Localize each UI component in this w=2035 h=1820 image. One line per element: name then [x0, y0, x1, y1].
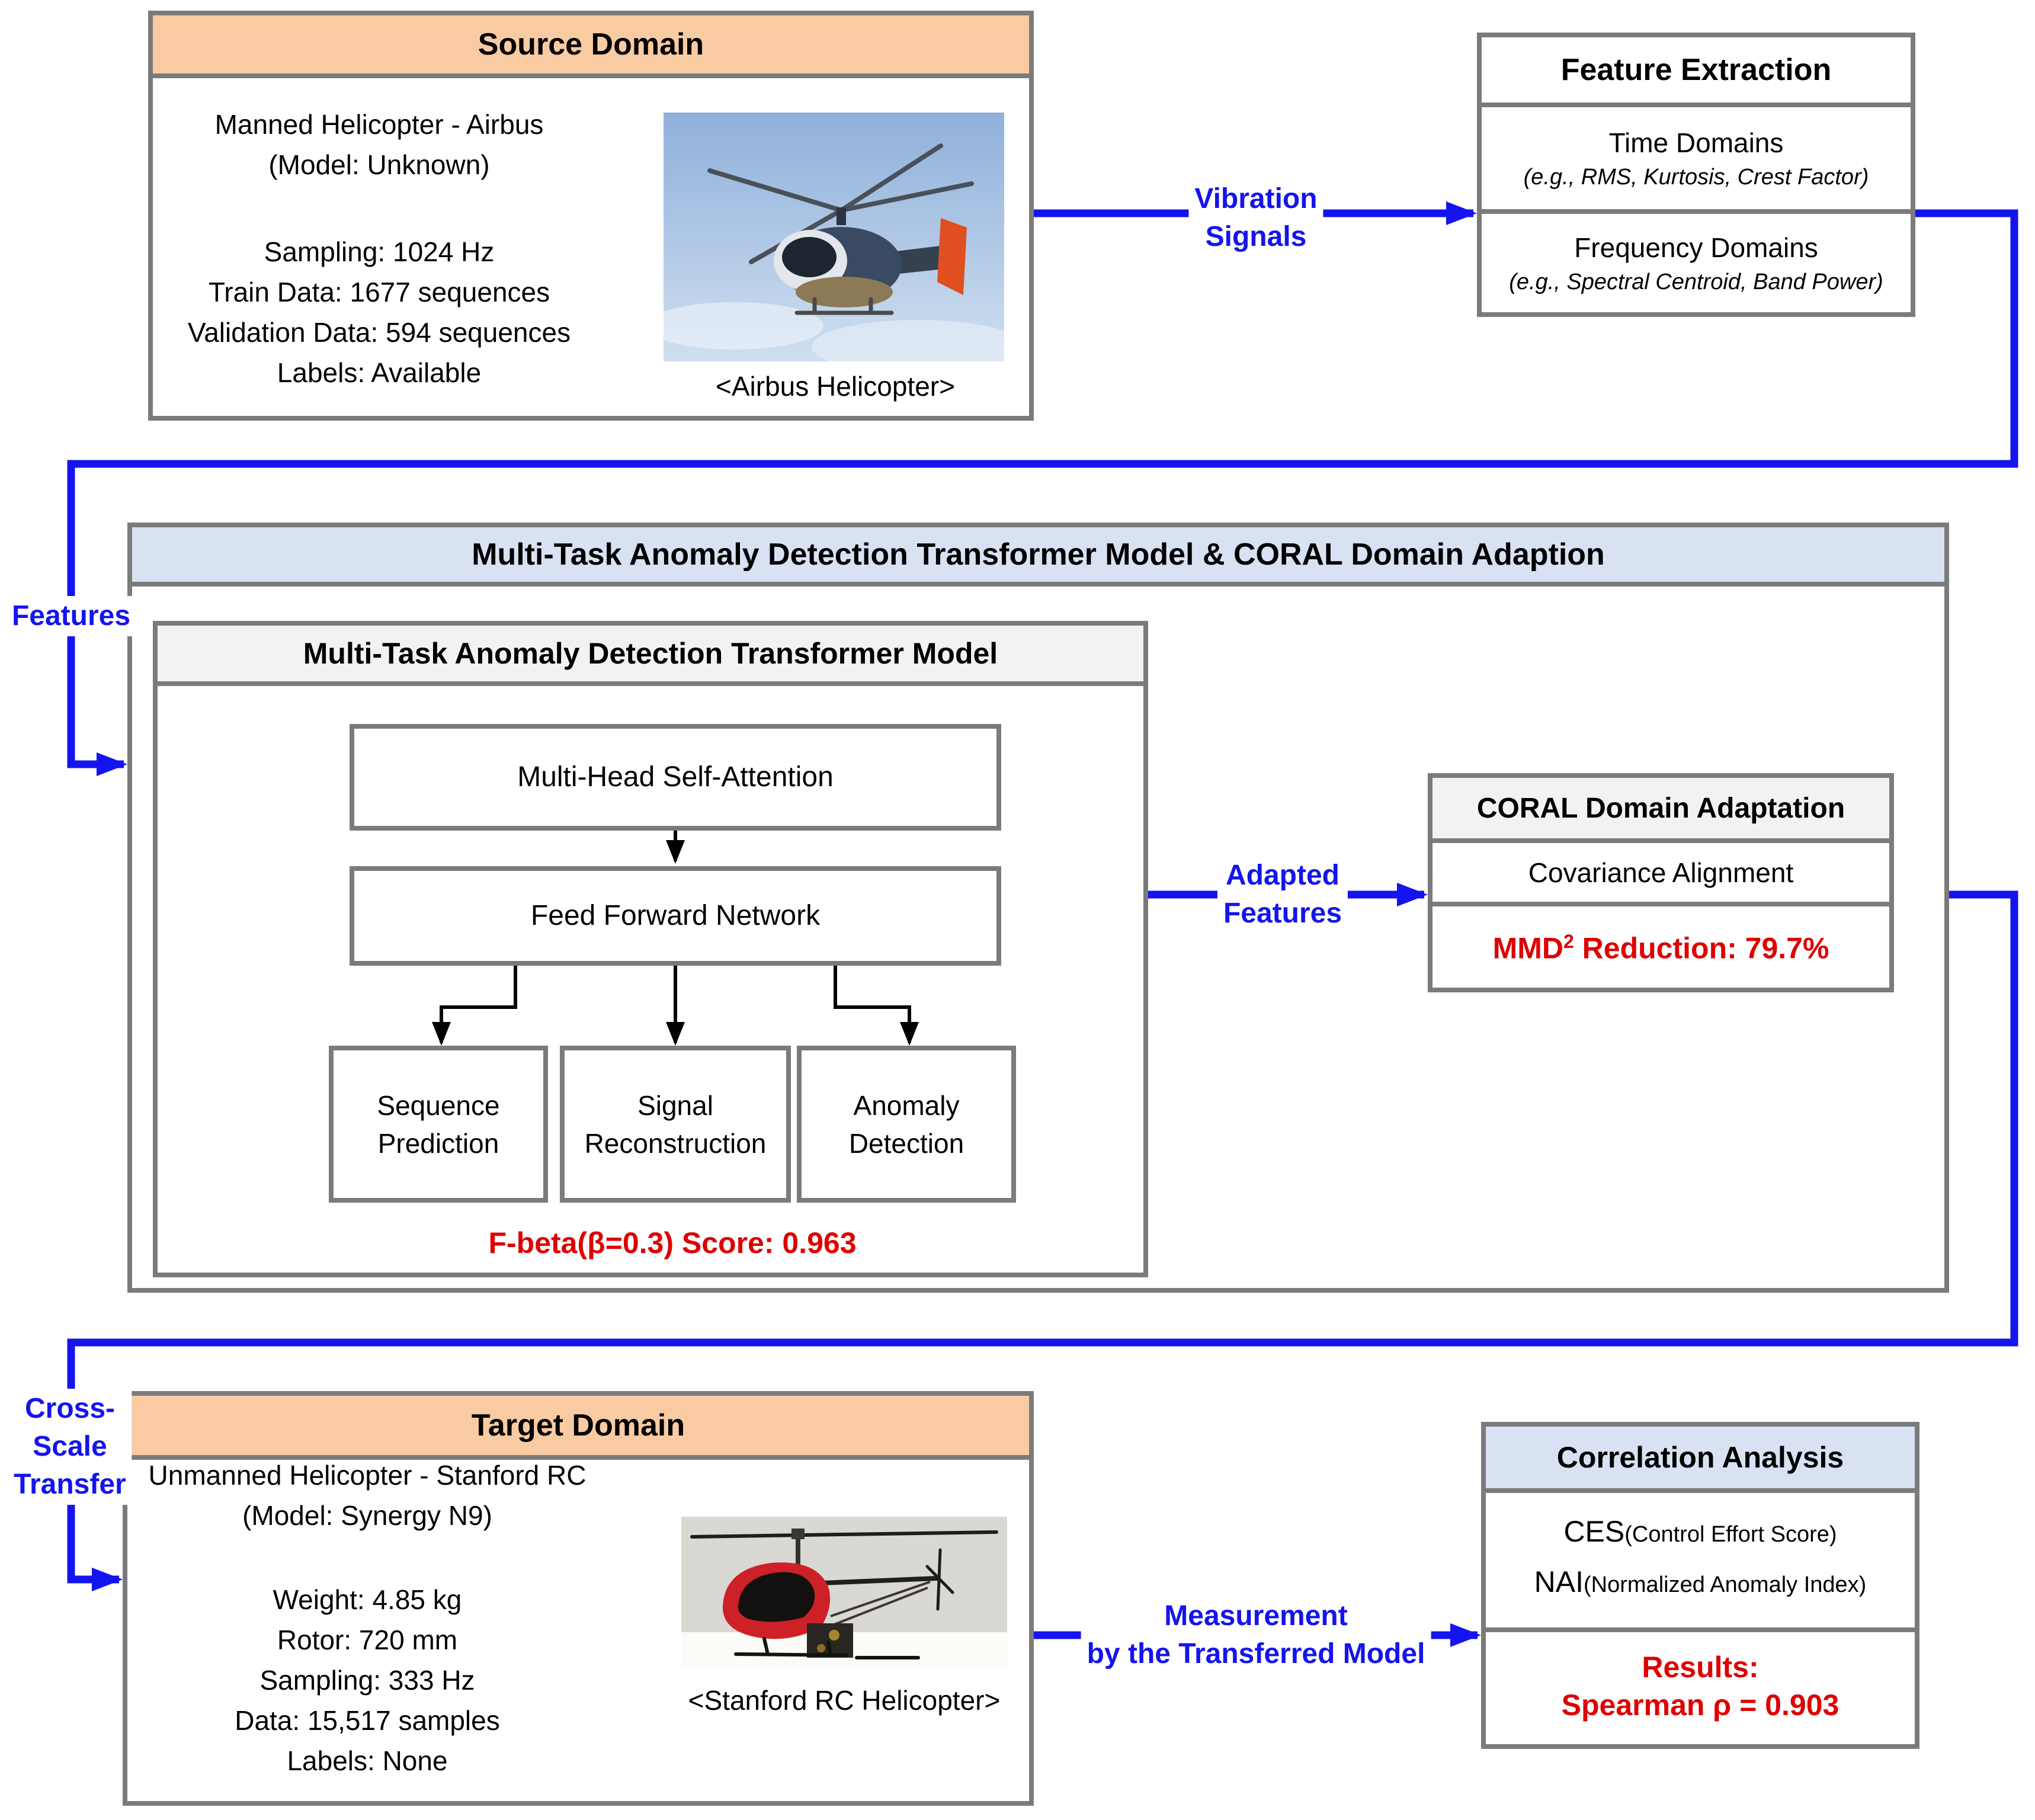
- measurement-label: [1081, 1596, 1431, 1674]
- measurement-label-line: Measurement: [1164, 1600, 1348, 1632]
- frequency-domains-row: [1482, 214, 1911, 312]
- model-section-title: Multi-Task Anomaly Detection Transformer Model & CORAL Domain Adaption: [472, 537, 1605, 572]
- frequency-domains-examples: (e.g., Spectral Centroid, Band Power): [1509, 269, 1883, 294]
- anomaly-detection-label: Anomaly: [853, 1090, 960, 1121]
- results-title: Results:: [1642, 1650, 1759, 1684]
- target-spec-line: Data: 15,517 samples: [235, 1705, 500, 1736]
- results-row: [1486, 1632, 1915, 1739]
- mhsa-label: Multi-Head Self-Attention: [517, 761, 834, 793]
- vibration-label-line: Signals: [1205, 221, 1307, 252]
- airbus-helicopter-photo: [664, 113, 1004, 361]
- measurement-label-line: by the Transferred Model: [1087, 1638, 1425, 1670]
- time-domains-row: [1482, 107, 1911, 214]
- time-domains-title: Time Domains: [1608, 127, 1784, 158]
- ces-description: (Control Effort Score): [1624, 1521, 1837, 1547]
- adapted-label-line: Adapted: [1226, 860, 1339, 891]
- transformer-model-header: [158, 626, 1143, 686]
- source-spec-line: Sampling: 1024 Hz: [264, 236, 495, 267]
- target-photo-caption: <Stanford RC Helicopter>: [688, 1685, 1001, 1716]
- nai-metric: [1534, 1561, 1867, 1611]
- correlation-analysis-header: [1486, 1427, 1915, 1493]
- ffn-label: Feed Forward Network: [530, 900, 821, 931]
- sequence-prediction-label: Prediction: [377, 1127, 499, 1159]
- sequence-prediction-label: Sequence: [377, 1090, 500, 1121]
- vibration-label-line: Vibration: [1194, 183, 1318, 214]
- target-spec-line: Weight: 4.85 kg: [273, 1584, 462, 1615]
- correlation-analysis-box: [1481, 1422, 1919, 1749]
- source-spec-line: Train Data: 1677 sequences: [208, 277, 550, 307]
- target-domain-title: Target Domain: [471, 1408, 685, 1443]
- cross-scale-transfer-label: [8, 1389, 132, 1505]
- target-spec-line: Unmanned Helicopter - Stanford RC: [148, 1460, 587, 1491]
- signal-reconstruction-label: Signal: [637, 1090, 713, 1121]
- adapted-features-label: [1217, 855, 1348, 934]
- signal-reconstruction-node: [560, 1046, 791, 1203]
- stanford-rc-helicopter-photo: [681, 1517, 1007, 1668]
- adapted-label-line: Features: [1223, 898, 1342, 929]
- fbeta-score-text: F-beta(β=0.3) Score: 0.963: [488, 1226, 857, 1260]
- transformer-model-title: Multi-Task Anomaly Detection Transformer Model: [303, 637, 998, 670]
- feature-extraction-title: Feature Extraction: [1560, 53, 1832, 87]
- mmd-reduction-text: [1493, 922, 1829, 967]
- mmd-prefix: MMD: [1492, 931, 1563, 965]
- covariance-alignment-row: [1432, 843, 1889, 906]
- cross-label-line: Scale: [33, 1431, 107, 1462]
- target-spec-line: Sampling: 333 Hz: [259, 1665, 475, 1696]
- mmd-reduction-row: [1432, 906, 1889, 983]
- target-domain-specs: [142, 1455, 592, 1781]
- spearman-result: Spearman ρ = 0.903: [1561, 1688, 1839, 1722]
- source-domain-specs: [160, 104, 598, 393]
- sequence-prediction-node: [329, 1046, 548, 1203]
- features-label: Features: [6, 596, 136, 636]
- metrics-row: [1486, 1493, 1915, 1632]
- source-spec-line: (Model: Unknown): [268, 149, 490, 180]
- anomaly-detection-node: [797, 1046, 1016, 1203]
- feed-forward-network-node: [350, 866, 1001, 966]
- source-spec-line: Validation Data: 594 sequences: [187, 317, 571, 348]
- nai-label: NAI: [1534, 1565, 1584, 1598]
- target-spec-line: Labels: None: [287, 1745, 448, 1776]
- coral-box: [1428, 773, 1894, 992]
- ces-metric: [1563, 1510, 1837, 1561]
- cross-label-line: Transfer: [14, 1469, 126, 1500]
- source-spec-line: Labels: Available: [277, 357, 482, 388]
- feature-extraction-header: [1482, 37, 1911, 107]
- coral-header: [1432, 778, 1889, 843]
- source-spec-line: Manned Helicopter - Airbus: [214, 109, 544, 140]
- nai-description: (Normalized Anomaly Index): [1584, 1572, 1867, 1597]
- feature-extraction-box: [1477, 33, 1915, 317]
- target-domain-header: [127, 1396, 1029, 1460]
- signal-reconstruction-label: Reconstruction: [584, 1127, 767, 1159]
- anomaly-detection-label: Detection: [848, 1127, 964, 1159]
- vibration-signals-label: [1188, 179, 1323, 257]
- target-spec-line: Rotor: 720 mm: [277, 1624, 458, 1655]
- coral-title: CORAL Domain Adaptation: [1476, 792, 1845, 824]
- mmd-superscript: 2: [1563, 930, 1574, 952]
- mmd-suffix: Reduction: 79.7%: [1573, 931, 1829, 965]
- target-spec-line: (Model: Synergy N9): [242, 1500, 492, 1531]
- cross-label-line: Cross-: [24, 1393, 116, 1424]
- source-photo-caption: <Airbus Helicopter>: [716, 371, 955, 402]
- correlation-analysis-title: Correlation Analysis: [1556, 1441, 1844, 1474]
- model-section-header: [132, 527, 1944, 587]
- source-domain-title: Source Domain: [477, 27, 704, 62]
- time-domains-examples: (e.g., RMS, Kurtosis, Crest Factor): [1523, 164, 1869, 190]
- ces-label: CES: [1563, 1514, 1625, 1548]
- source-domain-header: [153, 15, 1029, 78]
- covariance-alignment-label: Covariance Alignment: [1528, 857, 1794, 888]
- multi-head-self-attention-node: [350, 724, 1001, 831]
- frequency-domains-title: Frequency Domains: [1574, 232, 1818, 263]
